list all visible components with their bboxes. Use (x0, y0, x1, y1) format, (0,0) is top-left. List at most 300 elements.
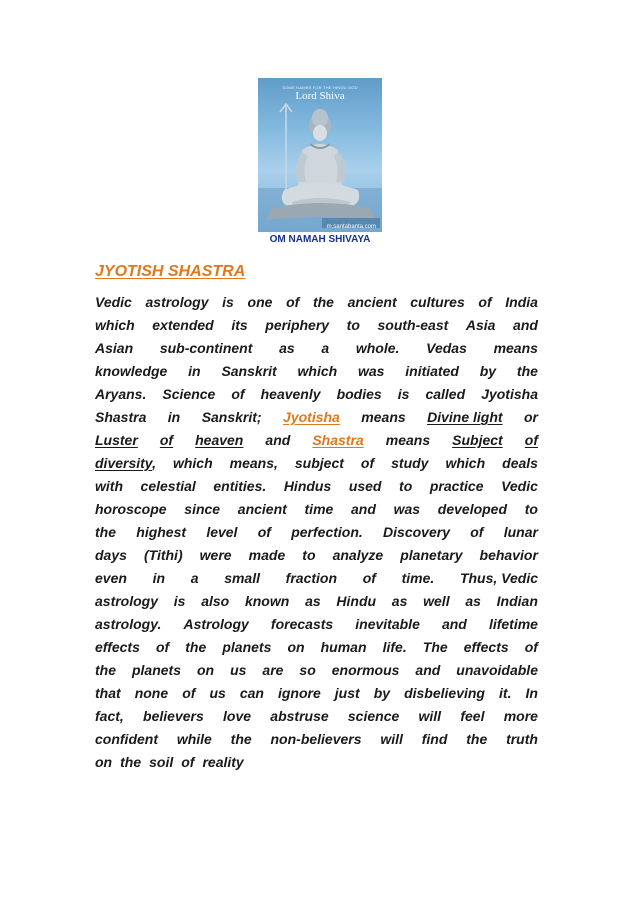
word: small (224, 570, 260, 586)
word-wrapper (95, 682, 121, 705)
word: feel (460, 708, 485, 724)
word-wrapper (156, 636, 169, 659)
word-wrapper (184, 498, 220, 521)
word: lunar (503, 524, 538, 540)
word-wrapper (383, 636, 407, 659)
word-wrapper (95, 751, 116, 774)
word: while (176, 731, 212, 747)
word: will (418, 708, 442, 724)
word-wrapper (456, 659, 538, 682)
word-wrapper (141, 475, 196, 498)
word-wrapper (497, 590, 538, 613)
word-wrapper (466, 728, 487, 751)
word: effects (463, 639, 509, 655)
word: was (357, 363, 385, 379)
word-wrapper (95, 613, 161, 636)
word: Discovery (383, 524, 450, 540)
word-wrapper (95, 544, 127, 567)
word-wrapper (363, 567, 376, 590)
word: as (465, 593, 481, 609)
word-wrapper (223, 705, 251, 728)
word: Aryans. (95, 386, 147, 402)
word: will (380, 731, 403, 747)
word-wrapper (419, 705, 442, 728)
text-line (95, 475, 538, 498)
word: of (231, 386, 245, 402)
lord-shiva-cover-image (258, 78, 382, 232)
word: which (445, 455, 486, 471)
word-wrapper (481, 383, 538, 406)
word: the (230, 731, 252, 747)
word-wrapper (422, 728, 448, 751)
word-wrapper (200, 544, 232, 567)
word-wrapper (465, 590, 481, 613)
word: time (304, 501, 334, 517)
word-wrapper (524, 406, 538, 429)
word: the (95, 662, 116, 678)
word-wrapper (183, 613, 248, 636)
word: on (196, 662, 215, 678)
word: one (247, 294, 273, 310)
word: highest (136, 524, 187, 540)
word: in (167, 409, 181, 425)
word-wrapper (517, 360, 538, 383)
word: planets (131, 662, 181, 678)
text-line (95, 590, 538, 613)
word-wrapper (202, 751, 247, 774)
word-wrapper (321, 636, 367, 659)
word: as (391, 593, 408, 609)
word: means (361, 409, 406, 425)
word: of (286, 294, 300, 310)
word-wrapper (146, 291, 209, 314)
word: life. (382, 639, 407, 655)
word: planetary (400, 547, 463, 563)
word-wrapper (213, 475, 266, 498)
word-wrapper (245, 590, 289, 613)
word: south-east (377, 317, 449, 333)
word: are (262, 662, 284, 678)
word-wrapper (182, 682, 195, 705)
word: ancient (347, 294, 397, 310)
word: perfection. (291, 524, 363, 540)
word-wrapper (313, 291, 334, 314)
word: unavoidable (456, 662, 538, 678)
word-wrapper (153, 567, 165, 590)
text-line (95, 636, 538, 659)
word: the (466, 731, 488, 747)
text-line (95, 567, 538, 590)
word: Astrology (183, 616, 249, 632)
highlighted-term: Divine light (427, 409, 503, 425)
highlighted-term: diversity (95, 455, 153, 471)
word: in (152, 570, 166, 586)
word-wrapper (415, 659, 440, 682)
word-wrapper (283, 406, 340, 429)
word-wrapper (349, 475, 382, 498)
word: enormous (331, 662, 400, 678)
word-wrapper (95, 728, 158, 751)
word: Asia (465, 317, 496, 333)
word: and (441, 616, 467, 632)
word-wrapper (95, 429, 138, 452)
word: of (524, 639, 538, 655)
word: inevitable (355, 616, 420, 632)
word: deals (502, 455, 538, 471)
word-wrapper (185, 636, 206, 659)
word-wrapper (143, 705, 204, 728)
word-wrapper (222, 291, 234, 314)
word-wrapper (445, 452, 485, 475)
word-wrapper (525, 429, 538, 452)
word: periphery (265, 317, 330, 333)
word: fraction (285, 570, 338, 586)
word-wrapper (405, 360, 459, 383)
word: Shastra (95, 409, 147, 425)
word: study (391, 455, 429, 471)
word-wrapper (238, 498, 287, 521)
word-wrapper (358, 360, 384, 383)
word-wrapper (197, 659, 214, 682)
word-wrapper (95, 406, 146, 429)
word: fact, (95, 708, 124, 724)
cover-title: Lord Shiva (295, 90, 345, 102)
word-wrapper (394, 498, 420, 521)
cover-watermark-url: m.santabanta.com (326, 224, 376, 230)
word-wrapper (160, 337, 253, 360)
text-line (95, 314, 538, 337)
word-wrapper (513, 314, 538, 337)
word-wrapper (312, 429, 363, 452)
word: means (493, 340, 538, 356)
word: its (231, 317, 248, 333)
word-wrapper (95, 567, 127, 590)
word-wrapper (240, 682, 264, 705)
word-wrapper (423, 590, 449, 613)
word: a (190, 570, 199, 586)
word: sub-continent (159, 340, 253, 356)
section-heading: JYOTISH SHASTRA (95, 263, 246, 280)
word-wrapper (286, 567, 337, 590)
highlighted-term: Luster (95, 432, 138, 448)
word-wrapper (426, 337, 467, 360)
word-wrapper (95, 636, 140, 659)
word-wrapper (135, 682, 168, 705)
word: known (244, 593, 290, 609)
word: Hindus (283, 478, 332, 494)
word: forecasts (270, 616, 334, 632)
word: as (279, 340, 295, 356)
word: to (399, 478, 413, 494)
word: well (423, 593, 450, 609)
word-wrapper (399, 475, 412, 498)
word-wrapper (221, 360, 276, 383)
word-wrapper (271, 728, 362, 751)
word-wrapper (136, 521, 186, 544)
text-line (95, 383, 538, 406)
word-wrapper (427, 406, 502, 429)
word: human (320, 639, 367, 655)
word-wrapper (174, 590, 186, 613)
word: reality (202, 754, 244, 770)
word: lifetime (488, 616, 538, 632)
word: soil (149, 754, 174, 770)
word: cultures (410, 294, 465, 310)
word-wrapper (351, 498, 376, 521)
text-line (95, 498, 538, 521)
word-wrapper (295, 452, 344, 475)
word: and (265, 432, 291, 448)
word: science (347, 708, 400, 724)
word-wrapper (525, 636, 538, 659)
word: or (523, 409, 538, 425)
text-line (95, 613, 538, 636)
word-wrapper (489, 613, 538, 636)
word: just (334, 685, 360, 701)
word: is (397, 386, 410, 402)
word: of (360, 455, 375, 471)
word-wrapper (95, 452, 156, 475)
word-wrapper (202, 406, 262, 429)
word: so (299, 662, 316, 678)
word-wrapper (430, 475, 484, 498)
word-wrapper (442, 613, 467, 636)
word-wrapper (398, 383, 410, 406)
word-wrapper (391, 452, 428, 475)
word: since (184, 501, 221, 517)
word: the (185, 639, 207, 655)
text-line (95, 452, 538, 475)
word: astrology. (95, 616, 162, 632)
text-line (95, 337, 538, 360)
word-wrapper (231, 728, 252, 751)
punctuation: , (152, 455, 156, 471)
word: means (385, 432, 431, 448)
word: to (302, 547, 316, 563)
word: is (173, 593, 186, 609)
word-wrapper (392, 590, 408, 613)
word-wrapper (410, 291, 464, 314)
word-wrapper (383, 521, 450, 544)
word-wrapper (302, 544, 315, 567)
word: behavior (479, 547, 538, 563)
word-wrapper (321, 337, 329, 360)
word-wrapper (149, 751, 177, 774)
word-wrapper (278, 682, 321, 705)
word: entities. (213, 478, 267, 494)
text-line (95, 521, 538, 544)
word: on (287, 639, 305, 655)
word: find (421, 731, 448, 747)
word-wrapper (95, 659, 116, 682)
word: us (230, 662, 247, 678)
word-wrapper (230, 659, 246, 682)
word: whole. (355, 340, 400, 356)
word-wrapper (95, 705, 124, 728)
text-line (95, 406, 538, 429)
word-wrapper (265, 314, 329, 337)
word: non-believers (270, 731, 362, 747)
word: the (312, 294, 334, 310)
word: level (206, 524, 238, 540)
word: by (479, 363, 497, 379)
word: us (209, 685, 226, 701)
word-wrapper (270, 705, 328, 728)
word-wrapper (95, 360, 167, 383)
word-wrapper (438, 498, 507, 521)
word: and (513, 317, 538, 333)
word: means, (229, 455, 278, 471)
word-wrapper (95, 383, 146, 406)
word-wrapper (162, 383, 215, 406)
word-wrapper (152, 314, 213, 337)
highlighted-term: of (524, 432, 538, 448)
word-wrapper (191, 567, 199, 590)
word: of (470, 524, 484, 540)
word-wrapper (132, 659, 181, 682)
word-wrapper (504, 521, 538, 544)
word: Hindu (336, 593, 377, 609)
word: bodies (336, 386, 382, 402)
word: as (305, 593, 321, 609)
text-line (95, 682, 538, 705)
highlighted-term: heaven (195, 432, 244, 448)
word: called (425, 386, 466, 402)
word-wrapper (525, 498, 538, 521)
word-wrapper (480, 360, 496, 383)
word: analyze (332, 547, 384, 563)
highlighted-term: Jyotisha (283, 409, 340, 425)
word-wrapper (501, 475, 538, 498)
word: ignore (277, 685, 321, 701)
word-wrapper (261, 383, 321, 406)
word: horoscope (95, 501, 167, 517)
word: knowledge (95, 363, 168, 379)
word: astrology (95, 593, 159, 609)
word: subject (294, 455, 344, 471)
word: of (478, 294, 492, 310)
word-wrapper (470, 521, 483, 544)
word-wrapper (337, 383, 382, 406)
word-wrapper (95, 498, 167, 521)
word-wrapper (332, 659, 400, 682)
word-wrapper (355, 613, 420, 636)
word: of (362, 570, 376, 586)
word: can (239, 685, 264, 701)
word: with (95, 478, 123, 494)
word: initiated (405, 363, 459, 379)
word: ancient (237, 501, 287, 517)
word-wrapper (201, 590, 229, 613)
word: Asian (95, 340, 134, 356)
word: confident (95, 731, 158, 747)
word: the (120, 754, 142, 770)
word: and (415, 662, 441, 678)
word-wrapper (377, 314, 448, 337)
word: of (155, 639, 170, 655)
text-line (95, 705, 538, 728)
word-wrapper (480, 544, 538, 567)
word: love (223, 708, 252, 724)
word-wrapper (265, 429, 290, 452)
word-wrapper (230, 452, 278, 475)
cover-subtitle: SOME NAMES FOR THE HINDU GOD (282, 85, 358, 90)
word-wrapper (222, 636, 271, 659)
word: Thus, Vedic (459, 570, 538, 586)
word-wrapper (460, 567, 538, 590)
word-wrapper (335, 682, 360, 705)
image-caption: OM NAMAH SHIVAYA (269, 234, 371, 245)
word-wrapper (423, 636, 448, 659)
word: which (172, 455, 213, 471)
word-wrapper (494, 337, 538, 360)
word-wrapper (291, 521, 363, 544)
word: The (422, 639, 448, 655)
word-wrapper (120, 751, 145, 774)
word: of (182, 685, 196, 701)
word-wrapper (209, 682, 225, 705)
word-wrapper (526, 682, 538, 705)
word-wrapper (262, 659, 283, 682)
word-wrapper (287, 636, 304, 659)
word: and (351, 501, 376, 517)
word: extended (152, 317, 214, 333)
word: truth (506, 731, 538, 747)
word-wrapper (286, 291, 299, 314)
word-wrapper (95, 291, 132, 314)
word: even (95, 570, 127, 586)
word: days (95, 547, 127, 563)
word: Sanskrit; (201, 409, 262, 425)
word: that (95, 685, 121, 701)
highlighted-term: Shastra (312, 432, 364, 448)
word: Sanskrit (221, 363, 277, 379)
word: on (95, 754, 113, 770)
word-wrapper (95, 590, 158, 613)
word: a (321, 340, 330, 356)
word-wrapper (356, 337, 400, 360)
word: in (188, 363, 201, 379)
word-wrapper (258, 521, 271, 544)
word-wrapper (231, 383, 244, 406)
word: practice (429, 478, 484, 494)
word-wrapper (231, 314, 247, 337)
text-line (95, 291, 538, 314)
word: astrology (145, 294, 209, 310)
word-wrapper (160, 429, 173, 452)
word: the (516, 363, 538, 379)
word: heavenly (260, 386, 321, 402)
word: to (346, 317, 360, 333)
word-wrapper (460, 705, 484, 728)
word-wrapper (168, 406, 180, 429)
word-wrapper (95, 314, 135, 337)
word: none (134, 685, 169, 701)
text-line (95, 751, 538, 774)
word-wrapper (279, 337, 295, 360)
word: of (181, 754, 195, 770)
word-wrapper (374, 682, 390, 705)
word-wrapper (177, 728, 212, 751)
word: made (248, 547, 286, 563)
word-wrapper (499, 682, 511, 705)
word-wrapper (271, 613, 333, 636)
word-wrapper (333, 544, 384, 567)
word: In (525, 685, 538, 701)
word: planets (222, 639, 272, 655)
word: more (503, 708, 538, 724)
word: was (393, 501, 421, 517)
